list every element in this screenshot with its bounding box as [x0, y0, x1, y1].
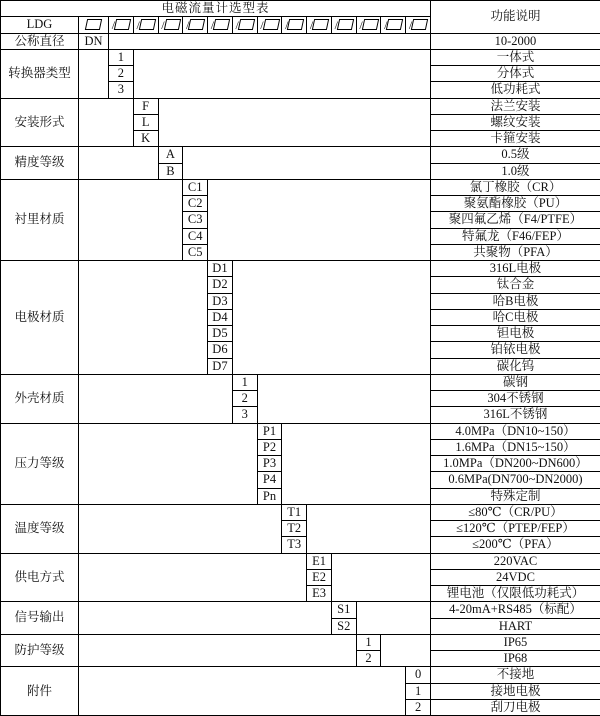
desc-cell: 10-2000 [430, 33, 600, 49]
desc-cell: 锂电池（仅限低功耗式） [430, 586, 600, 602]
model-box-cell [79, 17, 109, 33]
model-box-cell [109, 17, 134, 33]
desc-cell: 聚四氟乙烯（F4/PTFE） [430, 212, 600, 228]
desc-cell: 碳化钨 [430, 358, 600, 374]
code-cell: P1 [257, 423, 282, 439]
model-box-cell [381, 17, 406, 33]
desc-cell: 1.6MPa（DN15~150） [430, 439, 600, 455]
empty-cell [282, 423, 431, 504]
slash-separator: / [111, 17, 116, 32]
desc-cell: 接地电极 [430, 683, 600, 699]
slash-separator: / [235, 17, 239, 32]
desc-cell: 法兰安装 [430, 98, 600, 114]
slash-separator: / [136, 17, 140, 32]
desc-cell: 低功耗式 [430, 82, 600, 98]
category-cell: 电极材质 [1, 261, 79, 375]
desc-cell: 特殊定制 [430, 488, 600, 504]
checkbox-placeholder-icon [188, 19, 205, 30]
desc-cell: 4-20mA+RS485（标配） [430, 602, 600, 618]
slash-separator: / [359, 17, 363, 32]
desc-cell: 哈B电极 [430, 293, 600, 309]
model-box-cell [133, 17, 158, 33]
category-cell: 附件 [1, 667, 79, 716]
desc-cell: 刮刀电极 [430, 699, 600, 715]
empty-cell [79, 179, 183, 260]
empty-cell [307, 504, 431, 553]
code-cell: D7 [208, 358, 233, 374]
empty-cell [257, 374, 430, 423]
desc-cell: 1.0级 [430, 163, 600, 179]
empty-cell [79, 634, 357, 667]
desc-cell: 316L不锈钢 [430, 407, 600, 423]
slash-separator: / [285, 17, 289, 32]
category-cell: 公称直径 [1, 33, 79, 49]
checkbox-placeholder-icon [235, 17, 255, 32]
desc-cell: IP65 [430, 634, 600, 650]
model-box-cell [232, 17, 257, 33]
code-cell: C4 [183, 228, 208, 244]
code-cell: C2 [183, 196, 208, 212]
code-cell: 2 [356, 651, 381, 667]
code-cell: DN [79, 33, 109, 49]
slash-separator: / [210, 17, 215, 32]
checkbox-placeholder-icon [85, 19, 102, 30]
slash-separator: / [408, 17, 413, 32]
model-box-cell [158, 17, 183, 33]
category-cell: 压力等级 [1, 423, 79, 504]
empty-cell [208, 179, 431, 260]
desc-cell: 不接地 [430, 667, 600, 683]
category-cell: 转换器类型 [1, 49, 79, 98]
empty-cell [79, 504, 282, 553]
code-cell: D6 [208, 342, 233, 358]
code-cell: T1 [282, 504, 307, 520]
desc-cell: 钽电极 [430, 326, 600, 342]
model-box-cell [282, 17, 307, 33]
code-cell: S1 [331, 602, 356, 618]
category-cell: 外壳材质 [1, 374, 79, 423]
slash-separator: / [334, 17, 338, 32]
empty-cell [79, 147, 159, 180]
empty-cell [133, 49, 430, 98]
code-cell: A [158, 147, 183, 163]
desc-cell: 共聚物（PFA） [430, 244, 600, 260]
table-title: 电磁流量计选型表 [1, 1, 431, 17]
code-cell: E1 [307, 553, 332, 569]
model-box-cell [406, 17, 431, 33]
code-cell: 3 [109, 82, 134, 98]
desc-cell: 0.5级 [430, 147, 600, 163]
code-cell: 1 [406, 683, 431, 699]
code-cell: D3 [208, 293, 233, 309]
code-cell: 2 [109, 66, 134, 82]
code-cell: C3 [183, 212, 208, 228]
checkbox-placeholder-icon [408, 17, 428, 32]
desc-cell: ≤80℃（CR/PU） [430, 504, 600, 520]
empty-cell [79, 553, 307, 602]
function-description-header: 功能说明 [430, 1, 600, 34]
empty-cell [79, 374, 233, 423]
model-box-cell [208, 17, 233, 33]
code-cell: D1 [208, 261, 233, 277]
slash-separator: / [186, 17, 190, 32]
desc-cell: 卡箍安装 [430, 131, 600, 147]
empty-cell [183, 147, 431, 180]
desc-cell: 螺纹安装 [430, 114, 600, 130]
model-box-cell [183, 17, 208, 33]
code-cell: P4 [257, 472, 282, 488]
category-cell: 衬里材质 [1, 179, 79, 260]
slash-separator: / [384, 17, 388, 32]
category-cell: 精度等级 [1, 147, 79, 180]
model-box-cell [331, 17, 356, 33]
code-cell: 1 [232, 374, 257, 390]
code-cell: L [133, 114, 158, 130]
empty-cell [158, 98, 430, 147]
code-cell: D2 [208, 277, 233, 293]
checkbox-placeholder-icon [287, 19, 304, 30]
empty-cell [109, 33, 431, 49]
code-cell: C1 [183, 179, 208, 195]
desc-cell: 220VAC [430, 553, 600, 569]
code-cell: E2 [307, 569, 332, 585]
desc-cell: IP68 [430, 651, 600, 667]
code-cell: T2 [282, 521, 307, 537]
desc-cell: 0.6MPa(DN700~DN2000) [430, 472, 600, 488]
slash-separator: / [161, 17, 165, 32]
code-cell: 1 [109, 49, 134, 65]
desc-cell: 聚氨酯橡胶（PU） [430, 196, 600, 212]
desc-cell: 4.0MPa（DN10~150） [430, 423, 600, 439]
empty-cell [331, 553, 430, 602]
desc-cell: 24VDC [430, 569, 600, 585]
desc-cell: 碳钢 [430, 374, 600, 390]
desc-cell: 1.0MPa（DN200~DN600） [430, 456, 600, 472]
desc-cell: 分体式 [430, 66, 600, 82]
desc-cell: ≤120℃（PTEP/FEP） [430, 521, 600, 537]
category-cell: 防护等级 [1, 634, 79, 667]
checkbox-placeholder-icon [163, 19, 180, 30]
code-cell: 2 [232, 391, 257, 407]
code-cell: 0 [406, 667, 431, 683]
code-cell: 3 [232, 407, 257, 423]
empty-cell [79, 667, 406, 716]
desc-cell: ≤200℃（PFA） [430, 537, 600, 553]
code-cell: F [133, 98, 158, 114]
code-cell: D5 [208, 326, 233, 342]
empty-cell [79, 98, 134, 147]
code-cell: C5 [183, 244, 208, 260]
code-cell: 1 [356, 634, 381, 650]
model-prefix-cell: LDG [1, 17, 79, 33]
model-box-cell [257, 17, 282, 33]
desc-cell: 哈C电极 [430, 309, 600, 325]
checkbox-placeholder-icon [362, 19, 379, 30]
checkbox-placeholder-icon [262, 19, 279, 30]
desc-cell: 特氟龙（F46/FEP） [430, 228, 600, 244]
empty-cell [79, 261, 208, 375]
empty-cell [232, 261, 430, 375]
category-cell: 供电方式 [1, 553, 79, 602]
code-cell: Pn [257, 488, 282, 504]
category-cell: 温度等级 [1, 504, 79, 553]
desc-cell: 316L电极 [430, 261, 600, 277]
checkbox-placeholder-icon [111, 17, 131, 32]
code-cell: T3 [282, 537, 307, 553]
code-cell: E3 [307, 586, 332, 602]
slash-separator: / [309, 17, 314, 32]
desc-cell: HART [430, 618, 600, 634]
checkbox-placeholder-icon [139, 19, 156, 30]
checkbox-placeholder-icon [334, 17, 354, 32]
model-box-cell [307, 17, 332, 33]
desc-cell: 铂铱电极 [430, 342, 600, 358]
category-cell: 安装形式 [1, 98, 79, 147]
empty-cell [79, 49, 109, 98]
checkbox-placeholder-icon [210, 17, 230, 32]
desc-cell: 氯丁橡胶（CR） [430, 179, 600, 195]
empty-cell [79, 423, 258, 504]
code-cell: P2 [257, 439, 282, 455]
desc-cell: 一体式 [430, 49, 600, 65]
code-cell: 2 [406, 699, 431, 715]
desc-cell: 304不锈钢 [430, 391, 600, 407]
code-cell: K [133, 131, 158, 147]
checkbox-placeholder-icon [386, 19, 403, 30]
code-cell: S2 [331, 618, 356, 634]
model-box-cell [356, 17, 381, 33]
category-cell: 信号输出 [1, 602, 79, 635]
empty-cell [79, 602, 332, 635]
code-cell: B [158, 163, 183, 179]
slash-separator: / [260, 17, 264, 32]
code-cell: D4 [208, 309, 233, 325]
empty-cell [356, 602, 430, 635]
checkbox-placeholder-icon [309, 17, 329, 32]
code-cell: P3 [257, 456, 282, 472]
desc-cell: 钛合金 [430, 277, 600, 293]
empty-cell [381, 634, 431, 667]
